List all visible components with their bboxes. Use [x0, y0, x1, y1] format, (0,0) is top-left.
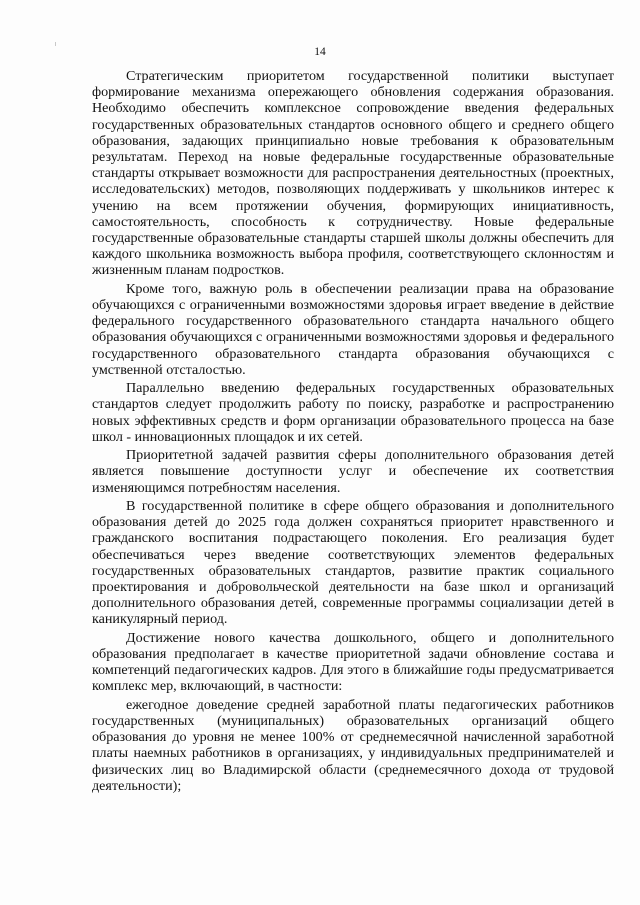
paragraph-civic-upbringing: В государственной политике в сфере общего образования и дополнительного образования детей до 2025 года должен сохраняться приоритет нравственного и гражданского воспитания подрастающего поколения. Его реализация будет обеспечиваться через введение соответствующих элементов федеральных государственных образовательных стандартов, развитие практик социального проектирования и добровольческой деятельности на базе школ и организаций дополнительного образования детей, современные программы социализации детей в каникулярный период. — [92, 498, 614, 628]
paragraph-disabilities-standards: Кроме того, важную роль в обеспечении реализации права на образование обучающихся с ограниченными возможностями здоровья играет введение в действие федерального государственного образовательного стандарта начального общего образования обучающихся с ограниченными возможностями здоровья и федерального государственного образовательного стандарта образования обучающихся с умственной отсталостью. — [92, 280, 614, 378]
paragraph-additional-education: Приоритетной задачей развития сферы дополнительного образования детей является повышение доступности услуг и обеспечение их соответствия изменяющимся потребностям населения. — [92, 447, 614, 496]
page-number: 14 — [314, 46, 326, 58]
paragraph-teacher-competencies: Достижение нового качества дошкольного, общего и дополнительного образования предполагает в качестве приоритетной задачи обновление состава и компетенций педагогических кадров. Для этого в ближайшие годы предусматривается комплекс мер, включающий, в частности: — [92, 629, 614, 695]
document-body — [92, 68, 614, 794]
paragraph-innovation-platforms: Параллельно введению федеральных государственных образовательных стандартов следует продолжить работу по поиску, разработке и распространению новых эффективных средств и форм организации образовательного процесса на базе школ - инновационных площадок и их сетей. — [92, 380, 614, 445]
paragraph-strategic-priority: Стратегическим приоритетом государственной политики выступает формирование механизма опережающего обновления содержания образования. Необходимо обеспечить комплексное сопровождение введения федеральных государственных образовательных стандартов основного общего и среднего общего образования, задающих принципиально новые требования к образовательным результатам. Переход на новые федеральные государственные образовательные стандарты открывает возможности для распространения деятельностных (проектных, исследовательских) методов, позволяющих поддерживать у школьников интерес к учению на всем протяжении обучения, формирующих инициативность, самостоятельность, способность к сотрудничеству. Новые федеральные государственные образовательные стандарты старшей школы должны обеспечить для каждого школьника возможность выбора профиля, соответствующего склонностям и жизненным планам подростков. — [92, 68, 614, 279]
paragraph-teacher-salary: ежегодное доведение средней заработной платы педагогических работников государственных (муниципальных) образовательных организаций общего образования до уровня не менее 100% от среднемесячной начисленной заработной платы наемных работников в организациях, у индивидуальных предпринимателей и физических лиц во Владимирской области (среднемесячного дохода от трудовой деятельности); — [92, 696, 614, 794]
